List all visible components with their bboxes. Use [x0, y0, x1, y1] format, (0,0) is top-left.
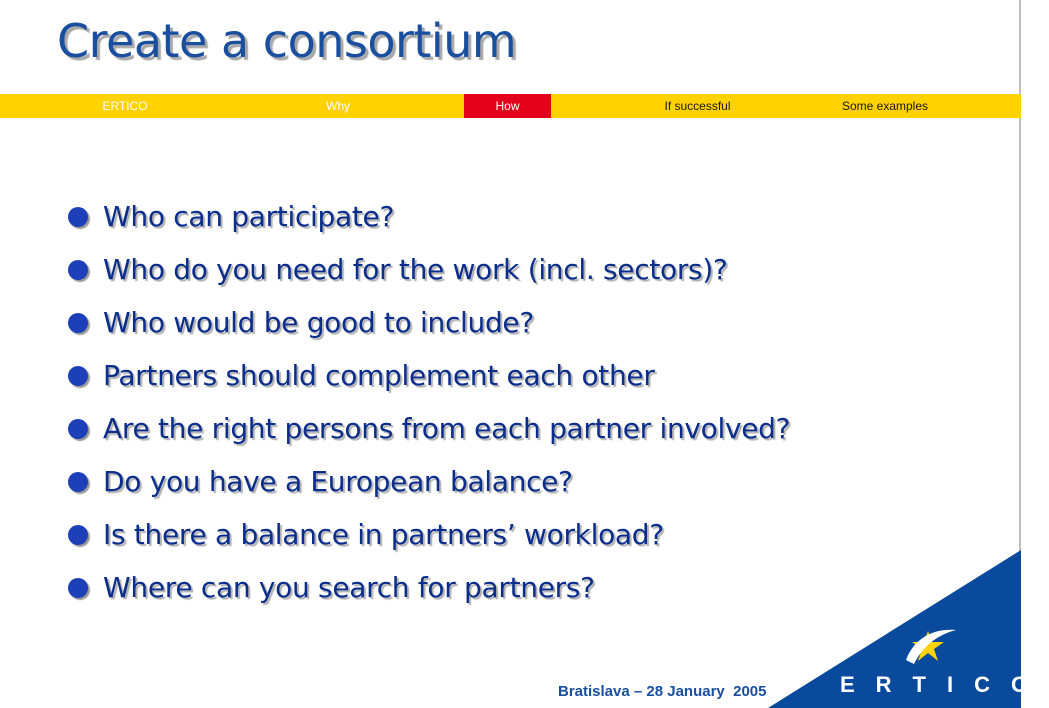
bullet-text: Where can you search for partners? [103, 571, 595, 604]
bullet-text: Partners should complement each other [103, 359, 655, 392]
nav-item-if-successful[interactable]: If successful [664, 99, 731, 113]
nav-item-why[interactable]: Why [326, 99, 350, 113]
bullet-text: Who would be good to include? [103, 306, 534, 339]
ertico-wordmark: ERTICO [840, 672, 1049, 697]
bullet-text: Is there a balance in partners’ workload? [103, 518, 664, 551]
nav-item-some-examples[interactable]: Some examples [841, 99, 929, 113]
bullet-text: Do you have a European balance? [103, 465, 573, 498]
bullet-text: Who can participate? [103, 200, 395, 233]
ertico-star-swoosh-icon [900, 622, 960, 672]
footer-date: Bratislava – 28 January 2005 [558, 683, 767, 700]
bullet-text: Are the right persons from each partner involved? [103, 412, 791, 445]
nav-item-how[interactable]: How [464, 94, 551, 118]
nav-item-ertico[interactable]: ERTICO [102, 99, 148, 113]
page-title: Create a consortium [57, 14, 517, 68]
bullet-text: Who do you need for the work (incl. sectors)? [103, 253, 728, 286]
